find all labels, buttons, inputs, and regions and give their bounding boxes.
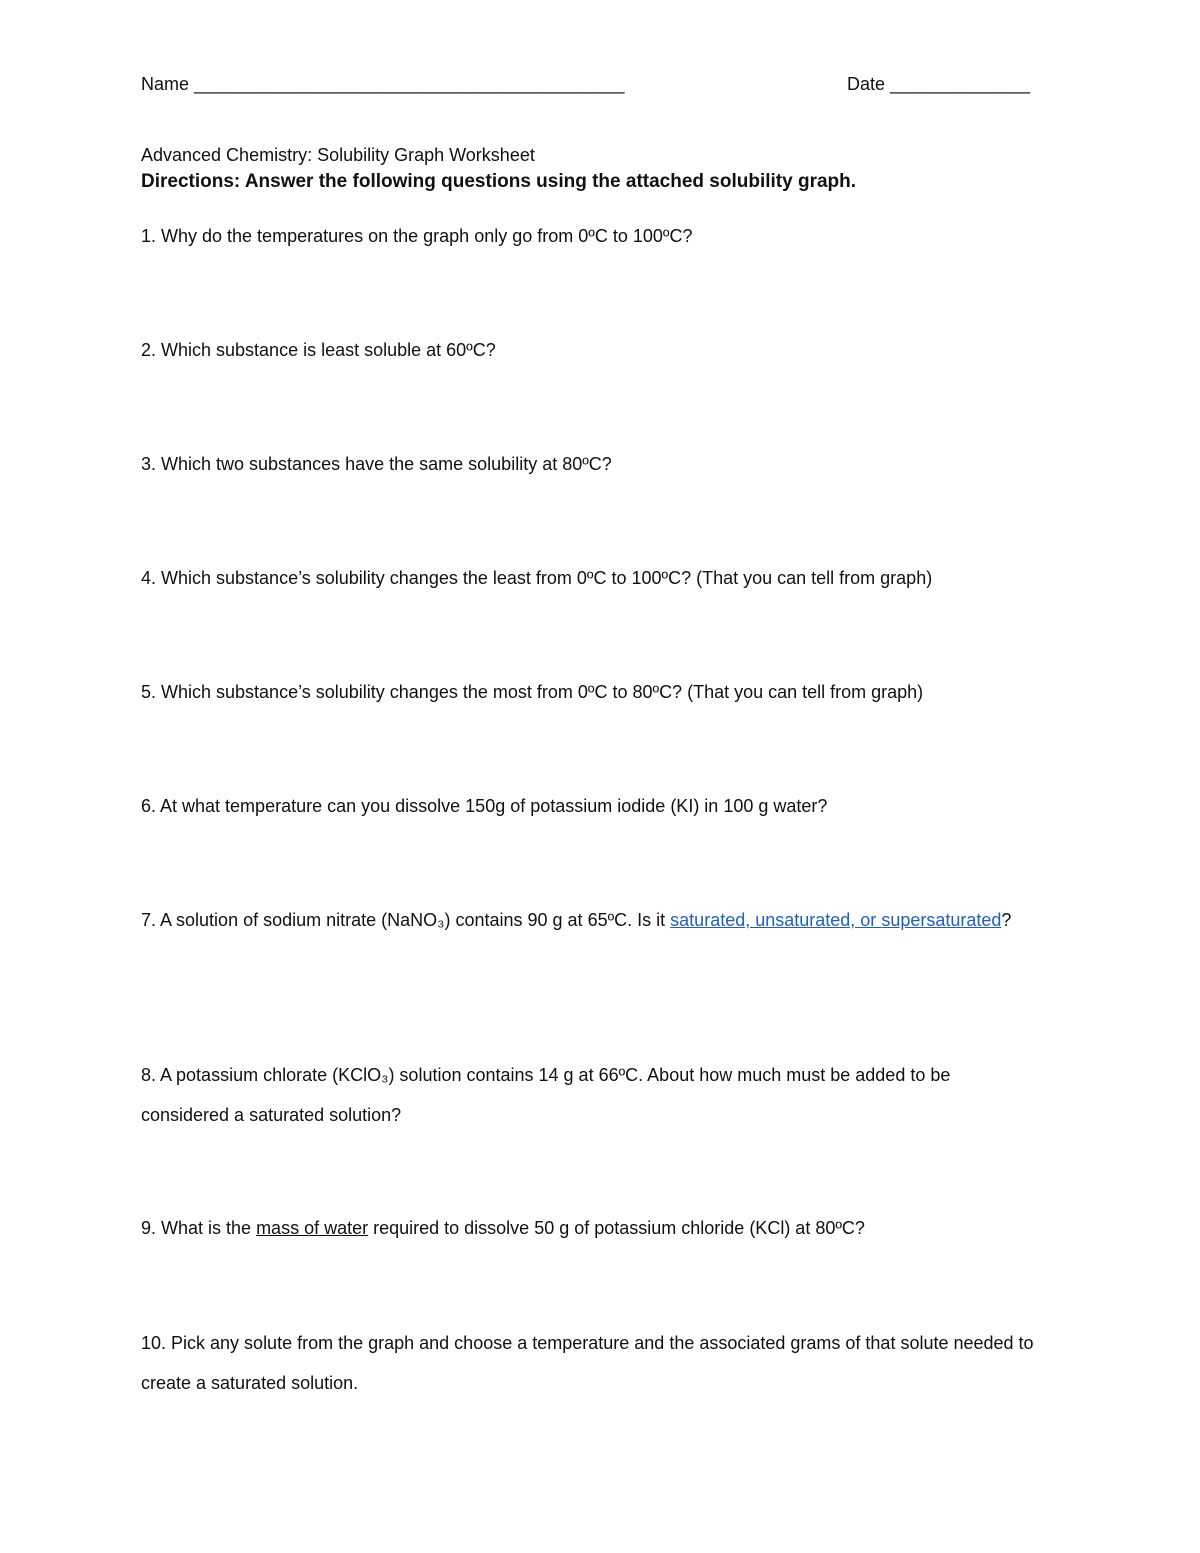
question-5: 5. Which substance’s solubility changes the most from 0ºC to 80ºC? (That you can tell from graph) xyxy=(141,682,924,702)
question-9-end: required to dissolve 50 g of potassium chloride (KCl) at 80ºC? xyxy=(368,1218,865,1238)
question-8: 8. A potassium chlorate (KClO₃) solution contains 14 g at 66ºC. About how much must be added to be considered a saturated solution? xyxy=(141,1065,951,1125)
question-1: 1. Why do the temperatures on the graph only go from 0ºC to 100ºC? xyxy=(141,226,693,246)
directions: Directions: Answer the following questions using the attached solubility graph. xyxy=(141,171,857,192)
name-field: Name ___________________________________________ xyxy=(141,74,625,94)
date-field: Date ______________ xyxy=(847,74,1031,94)
header-row xyxy=(141,74,1051,100)
worksheet-title: Advanced Chemistry: Solubility Graph Worksheet xyxy=(141,145,535,165)
question-9 xyxy=(141,1208,1041,1248)
supersaturated-link[interactable]: supersaturated xyxy=(881,910,1002,930)
question-4: 4. Which substance’s solubility changes the least from 0ºC to 100ºC? (That you can tell from graph) xyxy=(141,568,933,588)
mass-of-water-emphasis: mass of water xyxy=(256,1218,369,1238)
question-7-text: 7. A solution of sodium nitrate (NaNO₃) contains 90 g at 65ºC. Is it xyxy=(141,910,671,930)
question-6: 6. At what temperature can you dissolve 150g of potassium iodide (KI) in 100 g water? xyxy=(141,796,828,816)
question-7-end: ? xyxy=(1001,910,1012,930)
question-7 xyxy=(141,900,1041,940)
question-3: 3. Which two substances have the same solubility at 80ºC? xyxy=(141,454,612,474)
question-2: 2. Which substance is least soluble at 60ºC? xyxy=(141,340,496,360)
saturation-link[interactable]: saturated, unsaturated, or xyxy=(670,910,882,930)
question-9-text: 9. What is the xyxy=(141,1218,257,1238)
question-10: 10. Pick any solute from the graph and choose a temperature and the associated grams of that solute needed to create a saturated solution. xyxy=(141,1333,1034,1393)
